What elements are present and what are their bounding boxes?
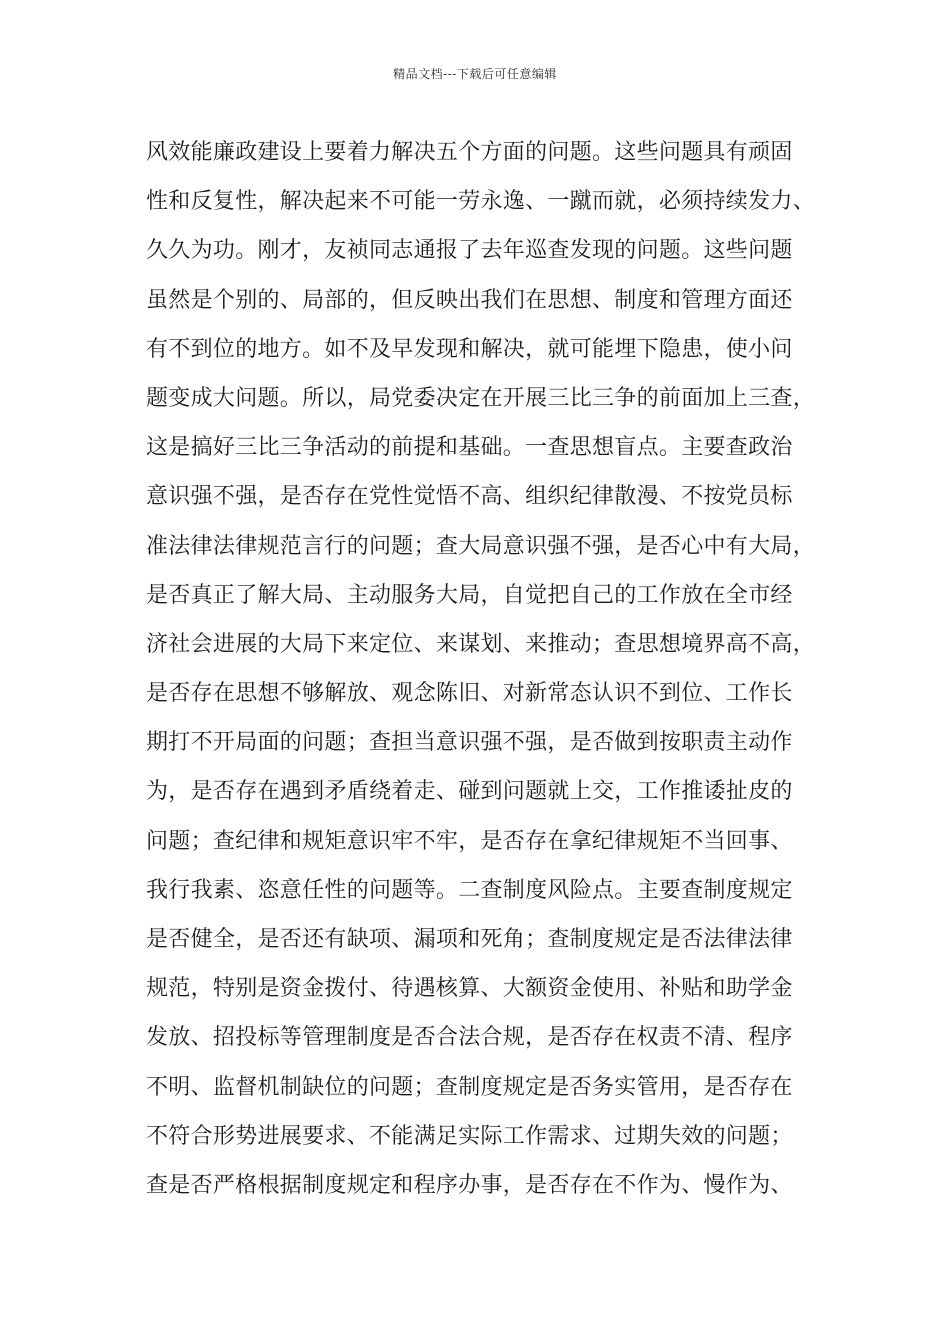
text-line: 济社会进展的大局下来定位、来谋划、来推动；查思想境界高不高， [146,631,816,657]
text-line: 问题；查纪律和规矩意识牢不牢，是否存在拿纪律规矩不当回事、 [146,828,793,854]
text-line: 准法律法律规范言行的问题；查大局意识强不强，是否心中有大局， [146,533,816,559]
text-line: 题变成大问题。所以，局党委决定在开展三比三争的前面加上三查， [146,385,816,411]
text-line: 为，是否存在遇到矛盾绕着走、碰到问题就上交，工作推诿扯皮的 [146,779,793,805]
body-text [146,133,826,1215]
text-line: 期打不开局面的问题；查担当意识强不强，是否做到按职责主动作 [146,730,793,756]
text-line: 意识强不强，是否存在党性觉悟不高、组织纪律散漫、不按党员标 [146,484,793,510]
text-line: 我行我素、恣意任性的问题等。二查制度风险点。主要查制度规定 [146,877,793,903]
text-line: 性和反复性，解决起来不可能一劳永逸、一蹴而就，必须持续发力、 [146,189,816,215]
text-line: 风效能廉政建设上要着力解决五个方面的问题。这些问题具有顽固 [146,140,793,165]
text-line: 规范，特别是资金拨付、待遇核算、大额资金使用、补贴和助学金 [146,976,793,1002]
text-line: 是否存在思想不够解放、观念陈旧、对新常态认识不到位、工作长 [146,681,793,707]
text-line: 查是否严格根据制度规定和程序办事，是否存在不作为、慢作为、 [146,1172,793,1198]
text-line: 不符合形势进展要求、不能满足实际工作需求、过期失效的问题； [146,1123,793,1149]
text-line: 有不到位的地方。如不及早发现和解决，就可能埋下隐患，使小问 [146,336,793,362]
text-line: 是否真正了解大局、主动服务大局，自觉把自己的工作放在全市经 [146,582,793,608]
text-line: 虽然是个别的、局部的，但反映出我们在思想、制度和管理方面还 [146,287,793,313]
text-line: 不明、监督机制缺位的问题；查制度规定是否务实管用，是否存在 [146,1074,793,1100]
text-line: 发放、招投标等管理制度是否合法合规，是否存在权责不清、程序 [146,1025,793,1051]
page-header: 精品文档---下载后可任意编辑 [393,67,557,81]
text-line: 这是搞好三比三争活动的前提和基础。一查思想盲点。主要查政治 [146,435,793,461]
text-line: 是否健全，是否还有缺项、漏项和死角；查制度规定是否法律法律 [146,927,793,952]
text-line: 久久为功。刚才，友祯同志通报了去年巡查发现的问题。这些问题 [146,238,793,264]
